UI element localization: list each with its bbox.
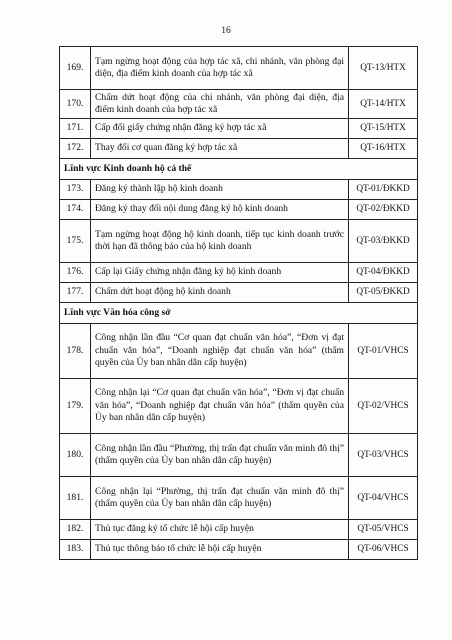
- procedure-table: [59, 46, 418, 560]
- procedure-code: QT-03/ĐKKD: [349, 220, 418, 263]
- procedure-name: Cấp lại Giấy chứng nhận đăng ký hộ kinh doanh: [91, 263, 349, 283]
- row-number: 169.: [60, 47, 91, 90]
- procedure-name: Tạm ngừng hoạt động hộ kinh doanh, tiếp tục kinh doanh trước thời hạn đã thông báo của hộ kinh doanh: [91, 220, 349, 263]
- procedure-name: Thay đổi cơ quan đăng ký hợp tác xã: [91, 139, 349, 159]
- procedure-code: QT-05/ĐKKD: [349, 283, 418, 303]
- procedure-code: QT-01/ĐKKD: [349, 180, 418, 200]
- row-number: 172.: [60, 139, 91, 159]
- procedure-name: Chấm dứt hoạt động hộ kinh doanh: [91, 283, 349, 303]
- table-row: [60, 90, 418, 119]
- procedure-code: QT-03/VHCS: [349, 434, 418, 477]
- row-number: 171.: [60, 119, 91, 139]
- table-row: [60, 180, 418, 200]
- section-title: Lĩnh vực Kinh doanh hộ cá thể: [60, 159, 418, 180]
- row-number: 178.: [60, 324, 91, 379]
- table-row: [60, 119, 418, 139]
- procedure-name: Công nhận lần đầu “Phường, thị trấn đạt chuẩn văn minh đô thị” (thẩm quyền của Ủy ban nhân dân cấp huyện): [91, 434, 349, 477]
- table-row: [60, 379, 418, 434]
- row-number: 183.: [60, 540, 91, 560]
- procedure-code: QT-04/VHCS: [349, 477, 418, 520]
- procedure-name: Chấm dứt hoạt động của chi nhánh, văn phòng đại diện, địa điểm kinh doanh của hợp tác xã: [91, 90, 349, 119]
- section-row: [60, 303, 418, 324]
- table-row: [60, 139, 418, 159]
- procedure-name: Tạm ngừng hoạt động của hợp tác xã, chi nhánh, văn phòng đại diện, địa điểm kinh doanh của hợp tác xã: [91, 47, 349, 90]
- table-row: [60, 324, 418, 379]
- procedure-name: Thủ tục thông báo tổ chức lễ hội cấp huyện: [91, 540, 349, 560]
- table-row: [60, 200, 418, 220]
- row-number: 177.: [60, 283, 91, 303]
- procedure-code: QT-06/VHCS: [349, 540, 418, 560]
- procedure-code: QT-04/ĐKKD: [349, 263, 418, 283]
- row-number: 170.: [60, 90, 91, 119]
- table-row: [60, 540, 418, 560]
- procedure-code: QT-05/VHCS: [349, 520, 418, 540]
- procedure-name: Thủ tục đăng ký tổ chức lễ hội cấp huyện: [91, 520, 349, 540]
- page-number: 16: [221, 26, 231, 36]
- procedure-table-body: [60, 47, 418, 560]
- procedure-code: QT-02/VHCS: [349, 379, 418, 434]
- row-number: 180.: [60, 434, 91, 477]
- section-title: Lĩnh vực Văn hóa công sở: [60, 303, 418, 324]
- table-row: [60, 283, 418, 303]
- row-number: 176.: [60, 263, 91, 283]
- procedure-name: Công nhận lại “Cơ quan đạt chuẩn văn hóa”, “Đơn vị đạt chuẩn văn hóa”, “Doanh nghiệp đạt chuẩn văn hóa” (thẩm quyền của Ủy ban nhân dân cấp huyện): [91, 379, 349, 434]
- row-number: 175.: [60, 220, 91, 263]
- procedure-code: QT-02/ĐKKD: [349, 200, 418, 220]
- row-number: 182.: [60, 520, 91, 540]
- procedure-name: Công nhận lần đầu “Cơ quan đạt chuẩn văn hóa”, “Đơn vị đạt chuẩn văn hóa”, “Doanh nghiệp đạt chuẩn văn hóa” (thẩm quyền của Ủy ban nhân dân cấp huyện): [91, 324, 349, 379]
- row-number: 173.: [60, 180, 91, 200]
- procedure-name: Đăng ký thành lập hộ kinh doanh: [91, 180, 349, 200]
- procedure-code: QT-01/VHCS: [349, 324, 418, 379]
- procedure-name: Đăng ký thay đổi nội dung đăng ký hộ kinh doanh: [91, 200, 349, 220]
- row-number: 174.: [60, 200, 91, 220]
- table-row: [60, 220, 418, 263]
- procedure-code: QT-13/HTX: [349, 47, 418, 90]
- table-row: [60, 47, 418, 90]
- table-row: [60, 263, 418, 283]
- procedure-code: QT-15/HTX: [349, 119, 418, 139]
- procedure-code: QT-16/HTX: [349, 139, 418, 159]
- table-row: [60, 434, 418, 477]
- table-row: [60, 477, 418, 520]
- row-number: 181.: [60, 477, 91, 520]
- procedure-code: QT-14/HTX: [349, 90, 418, 119]
- table-row: [60, 520, 418, 540]
- procedure-name: Cấp đổi giấy chứng nhận đăng ký hợp tác xã: [91, 119, 349, 139]
- section-row: [60, 159, 418, 180]
- procedure-name: Công nhận lại “Phường, thị trấn đạt chuẩn văn minh đô thị” (thẩm quyền của Ủy ban nhân dân cấp huyện): [91, 477, 349, 520]
- row-number: 179.: [60, 379, 91, 434]
